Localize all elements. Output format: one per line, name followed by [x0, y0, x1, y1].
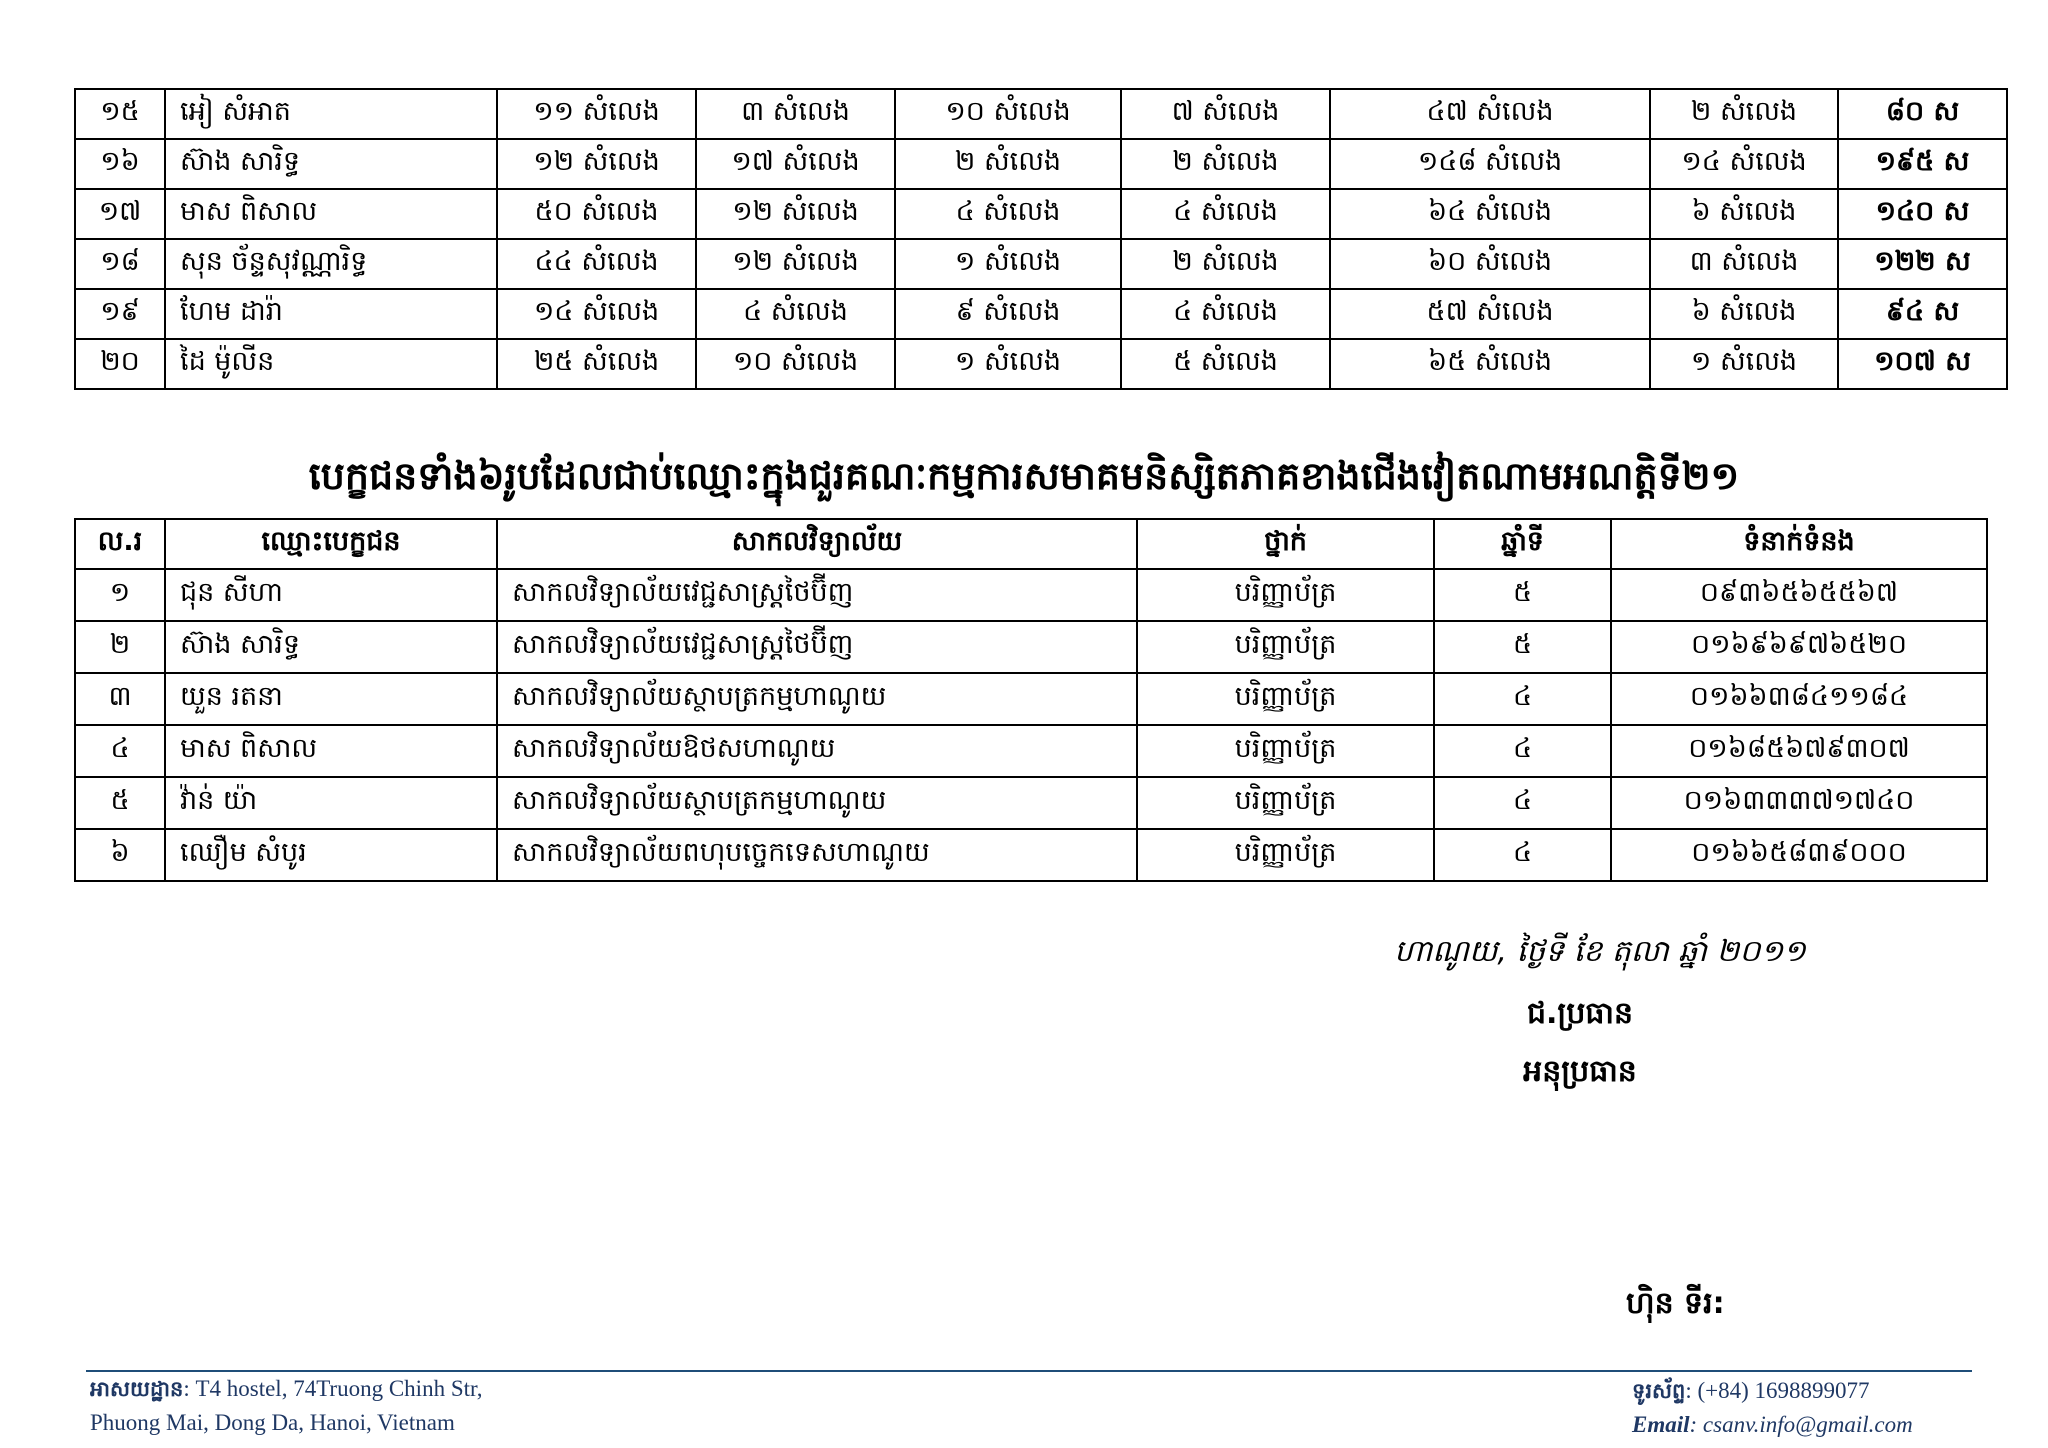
email-label: Email [1632, 1412, 1690, 1437]
votes-cell-c3: ៩ សំលេង [895, 289, 1121, 339]
address-label: អាសយដ្ឋាន [90, 1377, 184, 1401]
votes-row [75, 189, 2007, 239]
member-row [75, 673, 1987, 725]
header-level: ថ្នាក់ [1137, 519, 1434, 569]
votes-cell-c5: ៦៤ សំលេង [1330, 189, 1650, 239]
section-title: បេក្ខជនទាំង៦រូបដែលជាប់ឈ្មោះក្នុងជួរគណៈកម្មការសមាគមនិស្សិតភាគខាងជើងវៀតណាមអណត្តិទី២១ [308, 454, 1740, 498]
member-cell-level: បរិញ្ញាប័ត្រ [1137, 621, 1434, 673]
votes-cell-c3: ១០ សំលេង [895, 89, 1121, 139]
member-cell-phone: ០១៦៦៣៨៤១១៨៤ [1611, 673, 1987, 725]
date-line: ហាណូយ, ថ្ងៃទី ខែ តុលា ឆ្នាំ ២០១១ [1394, 934, 1806, 969]
member-cell-phone: ០១៦៩៦៩៧៦៥២០ [1611, 621, 1987, 673]
member-row [75, 621, 1987, 673]
votes-row [75, 339, 2007, 389]
votes-cell-name: ហែម ដារ៉ា [165, 289, 497, 339]
member-cell-name: យួន រតនា [165, 673, 497, 725]
votes-cell-c3: ៤ សំលេង [895, 189, 1121, 239]
role-line-1: ជ.ប្រធាន [1526, 996, 1634, 1031]
member-cell-phone: ០១៦៣៣៣៧១៧៤០ [1611, 777, 1987, 829]
votes-cell-name: មាស ពិសាល [165, 189, 497, 239]
votes-cell-c6: ៦ សំលេង [1650, 189, 1838, 239]
votes-cell-c1: ៤៤ សំលេង [497, 239, 696, 289]
member-cell-name: មាស ពិសាល [165, 725, 497, 777]
header-university: សាកលវិទ្យាល័យ [497, 519, 1137, 569]
votes-cell-c5: ៤៧ សំលេង [1330, 89, 1650, 139]
footer-contact [1632, 1374, 1913, 1441]
votes-cell-c3: ១ សំលេង [895, 239, 1121, 289]
votes-row [75, 239, 2007, 289]
member-cell-year: ៤ [1434, 777, 1611, 829]
member-cell-name: វ៉ាន់ យ៉ា [165, 777, 497, 829]
member-cell-university: សាកលវិទ្យាល័យវេជ្ជសាស្ត្រថៃប៊ីញ [497, 621, 1137, 673]
signature-block [1300, 932, 1860, 1096]
votes-cell-c2: ១០ សំលេង [696, 339, 895, 389]
header-no: ល.រ [75, 519, 165, 569]
votes-cell-c4: ៥ សំលេង [1121, 339, 1330, 389]
votes-cell-c6: ២ សំលេង [1650, 89, 1838, 139]
votes-cell-c1: ៥០ សំលេង [497, 189, 696, 239]
member-cell-year: ៤ [1434, 725, 1611, 777]
votes-cell-no: ១៨ [75, 239, 165, 289]
votes-cell-total: ១២២ ស [1838, 239, 2007, 289]
votes-cell-c1: ២៥ សំលេង [497, 339, 696, 389]
votes-cell-name: ដៃ ម៉ូលីន [165, 339, 497, 389]
votes-row [75, 289, 2007, 339]
member-cell-level: បរិញ្ញាប័ត្រ [1137, 829, 1434, 881]
votes-cell-c6: ១៤ សំលេង [1650, 139, 1838, 189]
votes-cell-total: ១៩៥ ស [1838, 139, 2007, 189]
member-cell-name: ឈឿម សំបូរ [165, 829, 497, 881]
votes-cell-total: ៨០ ស [1838, 89, 2007, 139]
phone-value: : (+84) 1698899077 [1685, 1378, 1870, 1403]
member-cell-name: ជុន សីហា [165, 569, 497, 621]
member-row [75, 725, 1987, 777]
member-cell-year: ៥ [1434, 621, 1611, 673]
votes-cell-no: ១៧ [75, 189, 165, 239]
member-cell-university: សាកលវិទ្យាល័យពហុបច្ចេកទេសហាណូយ [497, 829, 1137, 881]
votes-cell-name: អៀ សំអាត [165, 89, 497, 139]
members-table-body [75, 569, 1987, 881]
members-header-row [75, 519, 1987, 569]
member-cell-university: សាកលវិទ្យាល័យវេជ្ជសាស្ត្រថៃប៊ីញ [497, 569, 1137, 621]
member-row [75, 777, 1987, 829]
votes-cell-name: សុន ច័ន្ទសុវណ្ណារិទ្ធ [165, 239, 497, 289]
member-row [75, 569, 1987, 621]
votes-cell-no: ១៦ [75, 139, 165, 189]
votes-cell-total: ១៤០ ស [1838, 189, 2007, 239]
votes-cell-c2: ៤ សំលេង [696, 289, 895, 339]
member-cell-phone: ០១៦៨៥៦៧៩៣០៧ [1611, 725, 1987, 777]
member-cell-level: បរិញ្ញាប័ត្រ [1137, 725, 1434, 777]
header-phone: ទំនាក់ទំនង [1611, 519, 1987, 569]
votes-cell-total: ៩៤ ស [1838, 289, 2007, 339]
member-cell-no: ៥ [75, 777, 165, 829]
phone-label: ទូរស័ព្ទ [1632, 1379, 1686, 1403]
votes-cell-c6: ៣ សំលេង [1650, 239, 1838, 289]
votes-cell-c1: ១២ សំលេង [497, 139, 696, 189]
member-cell-university: សាកលវិទ្យាល័យស្ថាបត្រកម្មហាណូយ [497, 777, 1137, 829]
member-cell-no: ២ [75, 621, 165, 673]
header-year: ឆ្នាំទី [1434, 519, 1611, 569]
member-cell-no: ៦ [75, 829, 165, 881]
votes-cell-c6: ១ សំលេង [1650, 339, 1838, 389]
votes-cell-c5: ១៤៨ សំលេង [1330, 139, 1650, 189]
member-cell-no: ១ [75, 569, 165, 621]
votes-cell-c4: ៤ សំលេង [1121, 189, 1330, 239]
member-cell-level: បរិញ្ញាប័ត្រ [1137, 777, 1434, 829]
member-cell-university: សាកលវិទ្យាល័យស្ថាបត្រកម្មហាណូយ [497, 673, 1137, 725]
email-line [1632, 1408, 1913, 1441]
header-name: ឈ្មោះបេក្ខជន [165, 519, 497, 569]
votes-cell-c4: ៧ សំលេង [1121, 89, 1330, 139]
member-cell-level: បរិញ្ញាប័ត្រ [1137, 673, 1434, 725]
votes-row [75, 139, 2007, 189]
member-cell-university: សាកលវិទ្យាល័យឱថសហាណូយ [497, 725, 1137, 777]
member-cell-no: ៣ [75, 673, 165, 725]
address-line-1 [90, 1372, 483, 1406]
phone-line [1632, 1374, 1913, 1408]
member-cell-year: ៥ [1434, 569, 1611, 621]
votes-cell-no: ១៩ [75, 289, 165, 339]
votes-row [75, 89, 2007, 139]
votes-cell-c3: ២ សំលេង [895, 139, 1121, 189]
votes-cell-c2: ៣ សំលេង [696, 89, 895, 139]
votes-cell-c6: ៦ សំលេង [1650, 289, 1838, 339]
member-cell-year: ៤ [1434, 829, 1611, 881]
email-value: : csanv.info@gmail.com [1689, 1412, 1913, 1437]
votes-cell-c2: ១២ សំលេង [696, 189, 895, 239]
votes-table [74, 88, 2008, 390]
member-cell-phone: ០១៦៦៥៨៣៩០០០ [1611, 829, 1987, 881]
footer-address [90, 1372, 483, 1439]
votes-cell-no: ១៥ [75, 89, 165, 139]
member-cell-level: បរិញ្ញាប័ត្រ [1137, 569, 1434, 621]
votes-cell-c3: ១ សំលេង [895, 339, 1121, 389]
votes-cell-name: ស៊ាង សារិទ្ធ [165, 139, 497, 189]
votes-cell-c1: ១៤ សំលេង [497, 289, 696, 339]
votes-cell-c1: ១១ សំលេង [497, 89, 696, 139]
votes-cell-c2: ១៧ សំលេង [696, 139, 895, 189]
member-row [75, 829, 1987, 881]
votes-cell-no: ២០ [75, 339, 165, 389]
votes-cell-c4: ៤ សំលេង [1121, 289, 1330, 339]
member-cell-name: ស៊ាង សារិទ្ធ [165, 621, 497, 673]
votes-table-body [75, 89, 2007, 389]
member-cell-phone: ០៩៣៦៥៦៥៥៦៧ [1611, 569, 1987, 621]
votes-cell-c5: ៦០ សំលេង [1330, 239, 1650, 289]
member-cell-year: ៤ [1434, 673, 1611, 725]
member-cell-no: ៤ [75, 725, 165, 777]
signer-name: ហ៊ិន ទីរ: [1626, 1286, 1725, 1321]
votes-cell-total: ១០៧ ស [1838, 339, 2007, 389]
address-line-2: Phuong Mai, Dong Da, Hanoi, Vietnam [90, 1410, 455, 1435]
votes-cell-c4: ២ សំលេង [1121, 139, 1330, 189]
votes-cell-c2: ១២ សំលេង [696, 239, 895, 289]
members-table [74, 518, 1988, 882]
role-line-2: អនុប្រធាន [1523, 1054, 1637, 1089]
votes-cell-c5: ៦៥ សំលេង [1330, 339, 1650, 389]
address-value: : T4 hostel, 74Truong Chinh Str, [183, 1376, 483, 1401]
votes-cell-c5: ៥៧ សំលេង [1330, 289, 1650, 339]
votes-cell-c4: ២ សំលេង [1121, 239, 1330, 289]
